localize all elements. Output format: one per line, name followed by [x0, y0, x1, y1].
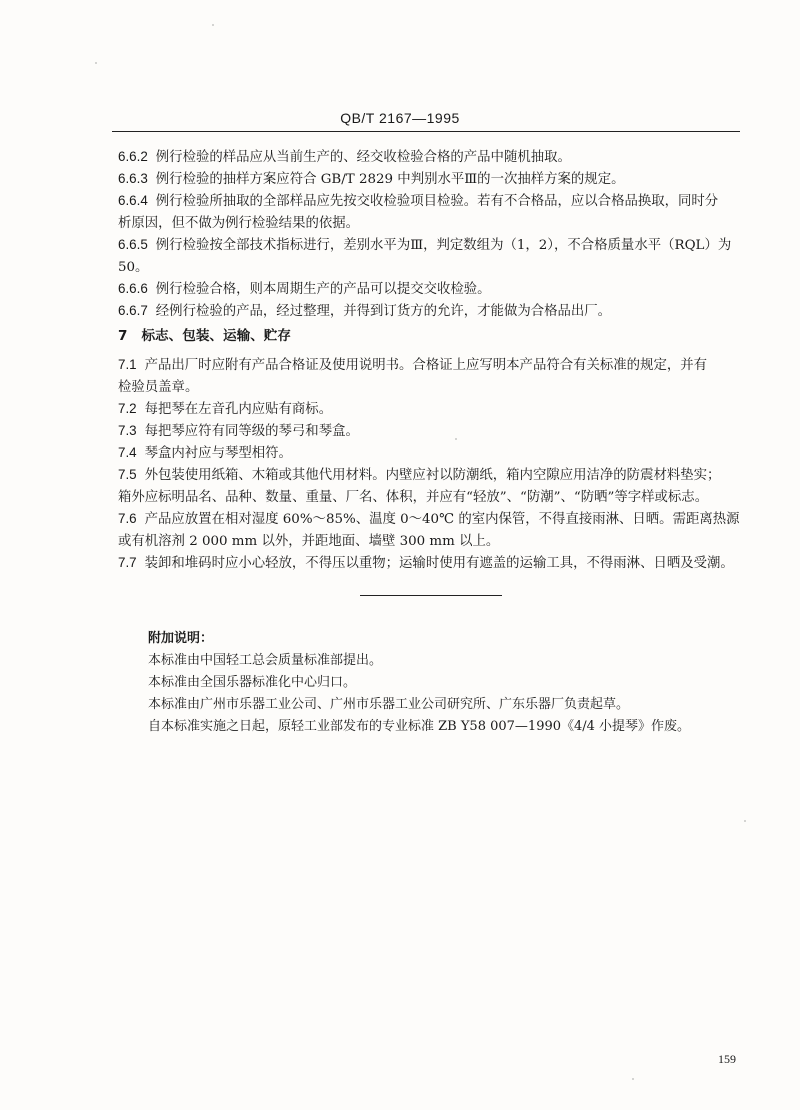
clause-text: 例行检验的样品应从当前生产的、经交收检验合格的产品中随机抽取。 — [155, 150, 571, 165]
scan-speck — [455, 438, 457, 440]
clause-number: 7.6 — [118, 511, 137, 526]
clause-number: 7.2 — [118, 401, 137, 416]
standard-code: QB/T 2167—1995 — [340, 110, 460, 126]
clause-7-4 — [118, 442, 743, 465]
notes-line: 本标准由中国轻工总会质量标准部提出。 — [148, 653, 383, 668]
clause-text-line-2: 50。 — [118, 260, 149, 275]
notes-line: 本标准由广州市乐器工业公司、广州市乐器工业公司研究所、广东乐器厂负责起草。 — [148, 697, 630, 712]
clause-number: 6.6.5 — [118, 237, 148, 252]
clause-number: 7.3 — [118, 423, 137, 438]
clause-7-1 — [118, 354, 743, 399]
clause-number: 7.4 — [118, 445, 137, 460]
scan-speck — [95, 62, 97, 64]
clause-number: 7.1 — [118, 357, 137, 372]
clause-text-line-2: 箱外应标明品名、品种、数量、重量、厂名、体积，并应有“轻放”、“防潮”、“防晒”等字样或标志。 — [118, 490, 709, 505]
clause-text-line-1: 例行检验按全部技术指标进行，差别水平为Ⅲ，判定数组为（1，2），不合格质量水平（RQL）为 — [155, 238, 732, 253]
section-number: 7 — [118, 328, 128, 344]
clause-text: 琴盒内衬应与琴型相符。 — [144, 446, 292, 461]
end-divider — [360, 595, 502, 596]
clause-text-line-2: 析原因，但不做为例行检验结果的依据。 — [118, 216, 360, 231]
page-number: 159 — [718, 1052, 736, 1066]
section-7-heading — [118, 324, 291, 344]
clause-number: 6.6.6 — [118, 281, 148, 296]
clause-6-6-4 — [118, 190, 743, 235]
clause-text: 例行检验的抽样方案应符合 GB/T 2829 中判别水平Ⅲ的一次抽样方案的规定。 — [155, 172, 625, 187]
header-rule — [112, 131, 740, 132]
clause-text-line-1: 例行检验所抽取的全部样品应先按交收检验项目检验。若有不合格品，应以合格品换取，同时分 — [155, 194, 719, 209]
clause-number: 6.6.7 — [118, 303, 148, 318]
page-header — [0, 110, 800, 126]
clause-text-line-1: 产品应放置在相对湿度 60%～85%、温度 0～40℃ 的室内保管，不得直接雨淋、日晒。需距离热源 — [144, 512, 740, 527]
clause-number: 6.6.4 — [118, 193, 148, 208]
clause-text-line-2: 检验员盖章。 — [118, 380, 199, 395]
scan-speck — [744, 820, 746, 822]
clause-number: 6.6.3 — [118, 171, 148, 186]
clause-6-6-2 — [118, 146, 743, 169]
clause-text: 每把琴应符有同等级的琴弓和琴盒。 — [144, 424, 359, 439]
notes-line: 本标准由全国乐器标准化中心归口。 — [148, 675, 357, 690]
section-title: 标志、包装、运输、贮存 — [141, 328, 291, 344]
clause-7-5 — [118, 464, 743, 509]
scan-speck — [212, 24, 214, 26]
clause-7-6 — [118, 508, 743, 553]
scan-speck — [632, 1078, 634, 1080]
additional-notes — [148, 628, 748, 738]
clause-text: 例行检验合格，则本周期生产的产品可以提交交收检验。 — [155, 282, 491, 297]
clause-number: 7.5 — [118, 467, 137, 482]
clause-7-7 — [118, 552, 743, 575]
clause-number: 6.6.2 — [118, 149, 148, 164]
clause-text-line-2: 或有机溶剂 2 000 mm 以外，并距地面、墙壁 300 mm 以上。 — [118, 534, 500, 549]
clause-6-6-7 — [118, 300, 743, 323]
clause-number: 7.7 — [118, 555, 137, 570]
notes-title: 附加说明： — [148, 631, 214, 646]
clause-text-line-1: 产品出厂时应附有产品合格证及使用说明书。合格证上应写明本产品符合有关标准的规定，并有 — [144, 358, 708, 373]
clause-6-6-3 — [118, 168, 743, 191]
clause-text: 经例行检验的产品，经过整理，并得到订货方的允许，才能做为合格品出厂。 — [155, 304, 612, 319]
clause-text: 装卸和堆码时应小心轻放，不得压以重物；运输时使用有遮盖的运输工具，不得雨淋、日晒及受潮。 — [144, 556, 734, 571]
clause-7-2 — [118, 398, 743, 421]
clause-7-3 — [118, 420, 743, 443]
clause-text-line-1: 外包装使用纸箱、木箱或其他代用材料。内壁应衬以防潮纸，箱内空隙应用洁净的防震材料垫实； — [144, 468, 721, 483]
clause-6-6-5 — [118, 234, 743, 279]
clause-text: 每把琴在左音孔内应贴有商标。 — [144, 402, 333, 417]
notes-line: 自本标准实施之日起，原轻工业部发布的专业标准 ZB Y58 007—1990《4/4 小提琴》作废。 — [148, 719, 691, 734]
clause-6-6-6 — [118, 278, 743, 301]
